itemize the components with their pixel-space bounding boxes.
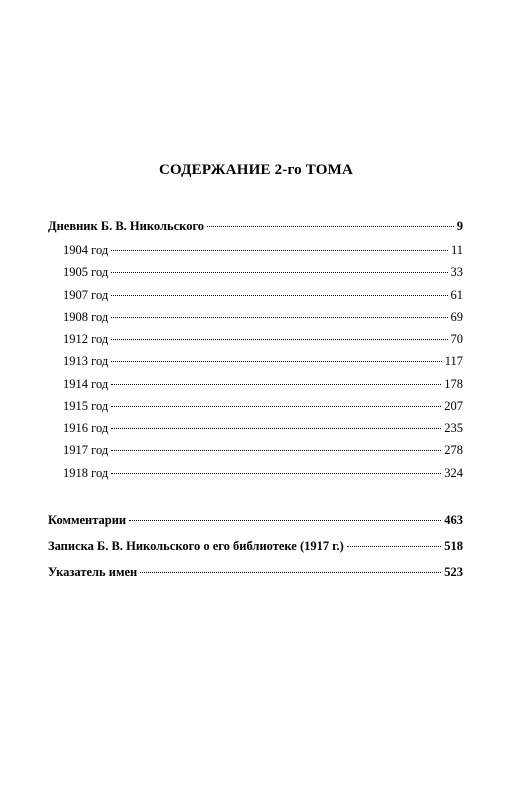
dot-leader (111, 428, 441, 429)
toc-entry-label: 1907 год (63, 288, 109, 302)
toc-entry-page: 11 (450, 243, 463, 257)
toc-entry-page: 523 (444, 565, 463, 579)
toc-entry-label: Дневник Б. В. Никольского (48, 219, 205, 233)
toc-entry-label: 1917 год (63, 443, 109, 457)
toc-entry-label: 1908 год (63, 310, 109, 324)
toc-entry-year[interactable] (63, 310, 463, 324)
toc-entry-page: 61 (450, 288, 463, 302)
toc-entry-library-note[interactable] (48, 539, 463, 553)
toc-entry-year[interactable] (63, 399, 463, 413)
toc-entry-year[interactable] (63, 243, 463, 257)
toc-entry-label: 1916 год (63, 421, 109, 435)
page-title: СОДЕРЖАНИЕ 2-го ТОМА (158, 162, 354, 178)
toc-entry-label: 1913 год (63, 354, 109, 368)
toc-entry-label: 1912 год (63, 332, 109, 346)
toc-entry-page: 463 (444, 513, 463, 527)
toc-entry-label: Указатель имен (48, 565, 138, 579)
toc-entry-label: Комментарии (48, 513, 127, 527)
toc-entry-page: 235 (444, 421, 463, 435)
toc-entry-year[interactable] (63, 354, 463, 368)
toc-entry-year[interactable] (63, 332, 463, 346)
dot-leader (129, 520, 441, 521)
dot-leader (140, 572, 441, 573)
toc-entry-page: 69 (450, 310, 463, 324)
toc-entry-label: 1904 год (63, 243, 109, 257)
toc-entry-label: 1914 год (63, 377, 109, 391)
toc-entry-year[interactable] (63, 265, 463, 279)
dot-leader (207, 226, 454, 227)
toc-entry-page: 324 (444, 466, 463, 480)
toc-entry-page: 33 (450, 265, 463, 279)
toc-entry-year[interactable] (63, 443, 463, 457)
toc-entry-page: 178 (444, 377, 463, 391)
toc-entry-label: 1905 год (63, 265, 109, 279)
dot-leader (111, 361, 442, 362)
dot-leader (111, 384, 441, 385)
dot-leader (111, 272, 447, 273)
toc-entry-index[interactable] (48, 565, 463, 579)
toc-entry-commentary[interactable] (48, 513, 463, 527)
dot-leader (111, 250, 448, 251)
dot-leader (111, 317, 447, 318)
dot-leader (111, 450, 441, 451)
dot-leader (347, 546, 441, 547)
dot-leader (111, 339, 447, 340)
toc-entry-label: 1918 год (63, 466, 109, 480)
toc-entry-year[interactable] (63, 466, 463, 480)
toc-entry-page: 70 (450, 332, 463, 346)
toc-entry-label: 1915 год (63, 399, 109, 413)
toc-entry-page: 117 (444, 354, 463, 368)
dot-leader (111, 473, 441, 474)
toc-entry-diary[interactable] (48, 219, 463, 233)
dot-leader (111, 295, 447, 296)
toc-entry-page: 518 (444, 539, 463, 553)
toc-entry-year[interactable] (63, 421, 463, 435)
toc-entry-label: Записка Б. В. Никольского о его библиотеке (1917 г.) (48, 539, 344, 553)
toc-entry-year[interactable] (63, 377, 463, 391)
toc-entry-page: 278 (444, 443, 463, 457)
toc-entry-year[interactable] (63, 288, 463, 302)
toc-entry-page: 9 (456, 219, 463, 233)
toc-entry-page: 207 (444, 399, 463, 413)
dot-leader (111, 406, 441, 407)
